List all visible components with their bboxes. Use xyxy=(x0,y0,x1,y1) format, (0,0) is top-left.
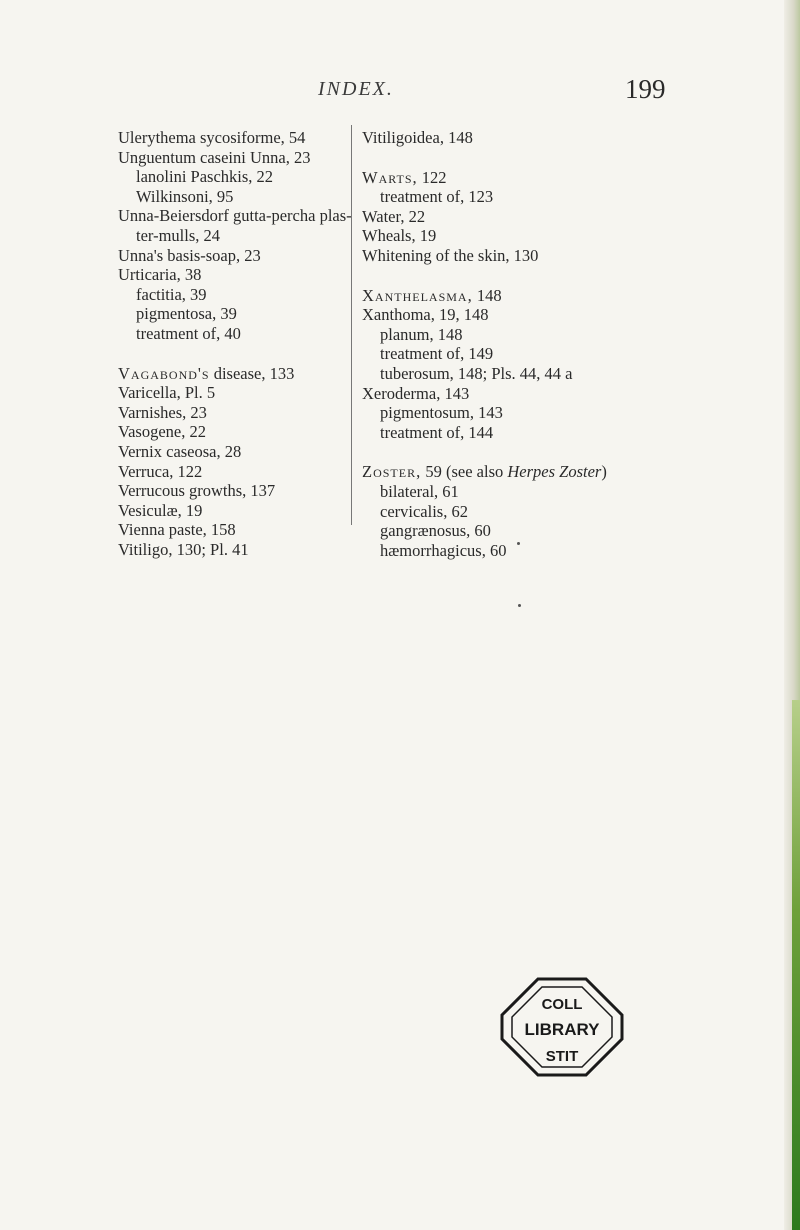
page-header xyxy=(0,74,800,108)
stamp-bottom-text: STIT xyxy=(545,1048,579,1065)
stamp-middle-text: LIBRARY xyxy=(524,1020,600,1039)
index-entry xyxy=(118,540,343,560)
index-group-z xyxy=(362,462,692,560)
entry-text: treatment of, 123 xyxy=(380,187,494,207)
index-subentry: bilateral, 61 xyxy=(380,481,459,501)
entry-text: factitia, 39 xyxy=(136,284,207,304)
index-entry xyxy=(118,462,343,482)
entry-text: ter-mulls, 24 xyxy=(136,225,220,245)
index-group-x xyxy=(362,286,692,443)
index-subentry: hæmorrhagicus, 60 xyxy=(380,540,507,560)
index-subentry xyxy=(362,344,692,364)
index-entry xyxy=(118,442,343,462)
entry-text: treatment of, 144 xyxy=(380,422,494,442)
entry-text: Water, 22 xyxy=(362,206,426,226)
index-entry xyxy=(118,206,352,226)
entry-text: tuberosum, 148; Pls. 44, 44 a xyxy=(380,363,573,383)
entry-text: Wheals, 19 xyxy=(362,226,437,246)
entry-text: 59 (see also xyxy=(421,462,508,482)
entry-head: Warts, xyxy=(362,167,418,187)
entry-text: Vernix caseosa, 28 xyxy=(118,441,242,461)
index-entry xyxy=(362,226,692,246)
index-group-vitiligoidea xyxy=(362,128,692,148)
group-gap xyxy=(118,344,343,364)
entry-text: disease, 133 xyxy=(209,363,295,383)
index-entry xyxy=(362,128,692,148)
entry-text: Wilkinsoni, 95 xyxy=(136,186,234,206)
entry-text: Verruca, 122 xyxy=(118,461,203,481)
page-number: 199 xyxy=(625,74,666,104)
entry-text: treatment of, 149 xyxy=(380,344,494,364)
index-subentry xyxy=(362,403,692,423)
page-edge-stain xyxy=(792,700,800,1230)
index-subentry: gangrænosus, 60 xyxy=(380,521,491,541)
entry-text: Vitiligoidea, 148 xyxy=(362,128,473,147)
entry-text: Vesiculæ, 19 xyxy=(118,500,203,520)
index-entry xyxy=(118,501,343,521)
index-subentry xyxy=(362,187,692,207)
index-subentry xyxy=(362,364,692,384)
index-subentry xyxy=(118,304,343,324)
index-group-w xyxy=(362,168,692,266)
entry-head: Xanthelasma, xyxy=(362,285,473,305)
index-subentry xyxy=(362,325,692,345)
index-subentry xyxy=(362,423,692,443)
index-entry xyxy=(118,246,343,266)
index-group-u xyxy=(118,128,352,344)
entry-text: pigmentosum, 143 xyxy=(380,403,503,423)
entry-text: Verrucous growths, 137 xyxy=(118,481,276,501)
index-entry xyxy=(118,128,343,148)
index-entry xyxy=(118,265,343,285)
entry-text: treatment of, 40 xyxy=(136,323,241,343)
entry-text: Xanthoma, 19, 148 xyxy=(362,305,489,325)
index-subentry: cervicalis, 62 xyxy=(380,501,468,521)
index-entry xyxy=(118,148,343,168)
entry-text: Vasogene, 22 xyxy=(118,422,206,442)
entry-italic-ref: Herpes Zoster xyxy=(507,462,602,482)
entry-text: Varnishes, 23 xyxy=(118,402,207,422)
entry-text: 148 xyxy=(472,285,502,305)
entry-text: planum, 148 xyxy=(380,324,463,344)
entry-text: 122 xyxy=(417,167,447,187)
index-entry-zoster xyxy=(362,462,692,482)
entry-head: Zoster, xyxy=(362,462,422,482)
index-column-left xyxy=(118,128,352,559)
index-subentry xyxy=(118,187,343,207)
index-entry xyxy=(118,481,343,501)
index-subentry xyxy=(118,285,343,305)
entry-text: Vienna paste, 158 xyxy=(118,520,236,540)
stamp-top-text: COLL xyxy=(541,996,583,1013)
group-gap xyxy=(362,266,692,286)
library-stamp xyxy=(498,975,626,1079)
entry-text: Ulerythema sycosiforme, 54 xyxy=(118,128,306,147)
index-entry xyxy=(362,384,692,404)
index-entry xyxy=(118,520,343,540)
entry-text: pigmentosa, 39 xyxy=(136,304,237,324)
index-subentry xyxy=(118,226,343,246)
group-gap xyxy=(362,442,692,462)
index-entry xyxy=(362,246,692,266)
entry-text: Whitening of the skin, 130 xyxy=(362,245,539,265)
group-gap xyxy=(362,148,692,168)
index-subentry xyxy=(118,324,343,344)
index-entry xyxy=(118,403,343,423)
index-column-right xyxy=(362,128,692,560)
entry-tail: ) xyxy=(601,462,607,482)
index-entry xyxy=(362,207,692,227)
index-entry xyxy=(362,305,692,325)
entry-text: lanolini Paschkis, 22 xyxy=(136,167,274,187)
index-subentry xyxy=(118,167,343,187)
index-entry xyxy=(118,383,343,403)
entry-text: Urticaria, 38 xyxy=(118,265,202,285)
column-divider xyxy=(351,125,352,525)
index-entry xyxy=(362,168,692,188)
entry-text: Unna-Beiersdorf gutta-percha plas- xyxy=(118,206,352,226)
entry-text: Unna's basis-soap, 23 xyxy=(118,245,261,265)
index-entry xyxy=(118,364,343,384)
ink-speck xyxy=(517,542,520,545)
entry-text: Xeroderma, 143 xyxy=(362,383,470,403)
index-entry xyxy=(362,286,692,306)
zoster-subentries xyxy=(362,482,692,560)
entry-text: Unguentum caseini Unna, 23 xyxy=(118,147,311,167)
ink-speck xyxy=(518,604,521,607)
index-group-v xyxy=(118,364,343,560)
running-title: INDEX. xyxy=(318,78,394,100)
entry-text: Varicella, Pl. 5 xyxy=(118,383,216,403)
index-entry xyxy=(118,422,343,442)
entry-head: Vagabond's xyxy=(118,363,210,383)
entry-text: Vitiligo, 130; Pl. 41 xyxy=(118,539,249,559)
